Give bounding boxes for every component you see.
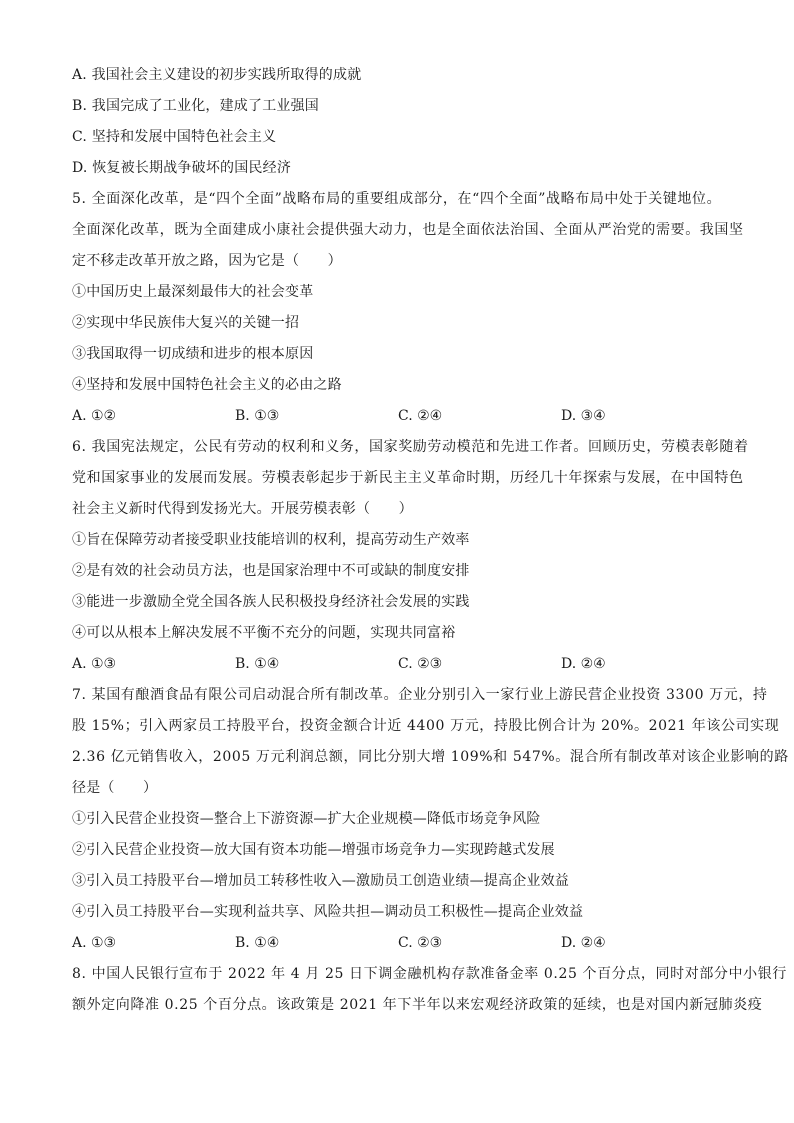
- q8-stem-line: 额外定向降准 0.25 个百分点。该政策是 2021 年下半年以来宏观经济政策的延续，也是对国内新冠肺炎疫: [72, 997, 763, 1013]
- q7-statement-3: ③引入员工持股平台—增加员工转移性收入—激励员工创造业绩—提高企业效益: [72, 873, 569, 889]
- q5-choice-a: A. ①②: [72, 408, 117, 424]
- question-6: [72, 432, 749, 680]
- question-8: [72, 959, 787, 1021]
- q7-choice-a: A. ①③: [72, 935, 117, 951]
- q5-choice-b: B. ①③: [235, 408, 280, 424]
- q7-statement-2: ②引入民营企业投资—放大国有资本功能—增强市场竞争力—实现跨越式发展: [72, 842, 555, 858]
- q7-stem-line: 径是（ ）: [72, 780, 158, 796]
- q6-choices: [72, 649, 724, 680]
- q7-statement-1: ①引入民营企业投资—整合上下游资源—扩大企业规模—降低市场竞争风险: [72, 811, 541, 827]
- q5-stem-line: 定不移走改革开放之路，因为它是（ ）: [72, 253, 342, 269]
- q6-choice-a: A. ①③: [72, 656, 117, 672]
- q5-choice-c: C. ②④: [398, 408, 443, 424]
- q7-choice-b: B. ①④: [235, 935, 280, 951]
- q7-choice-c: C. ②③: [398, 935, 443, 951]
- q7-stem-line: 7. 某国有酿酒食品有限公司启动混合所有制改革。企业分别引入一家行业上游民营企业投资 3300 万元，持: [72, 687, 768, 703]
- question-7: [72, 680, 789, 959]
- q5-statement-2: ②实现中华民族伟大复兴的关键一招: [72, 315, 300, 331]
- q5-stem-line: 全面深化改革，既为全面建成小康社会提供强大动力，也是全面依法治国、全面从严治党的需要。我国坚: [72, 222, 744, 238]
- q4-option-b: B. 我国完成了工业化，建成了工业强国: [72, 98, 319, 114]
- q4-option-a: A. 我国社会主义建设的初步实践所取得的成就: [72, 67, 362, 83]
- q6-choice-d: D. ②④: [561, 656, 606, 672]
- q4-option-c: C. 坚持和发展中国特色社会主义: [72, 129, 277, 145]
- q6-statement-4: ④可以从根本上解决发展不平衡不充分的问题，实现共同富裕: [72, 625, 456, 641]
- q4-options: [72, 60, 724, 184]
- q5-choices: [72, 401, 724, 432]
- q8-stem-line: 8. 中国人民银行宣布于 2022 年 4 月 25 日下调金融机构存款准备金率 0.25 个百分点，同时对部分中小银行: [72, 966, 787, 982]
- question-5: [72, 184, 744, 432]
- exam-page: [72, 60, 789, 1021]
- q7-stem-line: 股 15%；引入两家员工持股平台，投资金额合计近 4400 万元，持股比例合计为 20%。2021 年该公司实现: [72, 718, 780, 734]
- q6-stem-line: 社会主义新时代得到发扬光大。开展劳模表彰（ ）: [72, 501, 413, 517]
- q6-choice-b: B. ①④: [235, 656, 280, 672]
- q5-statement-1: ①中国历史上最深刻最伟大的社会变革: [72, 284, 314, 300]
- q7-statement-4: ④引入员工持股平台—实现利益共享、风险共担—调动员工积极性—提高企业效益: [72, 904, 584, 920]
- q7-choices: [72, 928, 724, 959]
- q6-statement-1: ①旨在保障劳动者接受职业技能培训的权利，提高劳动生产效率: [72, 532, 470, 548]
- q6-choice-c: C. ②③: [398, 656, 443, 672]
- q5-stem-line: 5. 全面深化改革，是“四个全面”战略布局的重要组成部分，在“四个全面”战略布局中处于关键地位。: [72, 191, 722, 207]
- q5-statement-4: ④坚持和发展中国特色社会主义的必由之路: [72, 377, 342, 393]
- q7-stem-line: 2.36 亿元销售收入，2005 万元利润总额，同比分别大增 109%和 547%。混合所有制改革对该企业影响的路: [72, 749, 789, 765]
- q5-choice-d: D. ③④: [561, 408, 606, 424]
- q5-statement-3: ③我国取得一切成绩和进步的根本原因: [72, 346, 314, 362]
- q6-stem-line: 6. 我国宪法规定，公民有劳动的权利和义务，国家奖励劳动模范和先进工作者。回顾历史，劳模表彰随着: [72, 439, 749, 455]
- q6-stem-line: 党和国家事业的发展而发展。劳模表彰起步于新民主主义革命时期，历经几十年探索与发展，在中国特色: [72, 470, 744, 486]
- q6-statement-3: ③能进一步激励全党全国各族人民积极投身经济社会发展的实践: [72, 594, 470, 610]
- q7-choice-d: D. ②④: [561, 935, 606, 951]
- q6-statement-2: ②是有效的社会动员方法，也是国家治理中不可或缺的制度安排: [72, 563, 470, 579]
- q4-option-d: D. 恢复被长期战争破坏的国民经济: [72, 160, 292, 176]
